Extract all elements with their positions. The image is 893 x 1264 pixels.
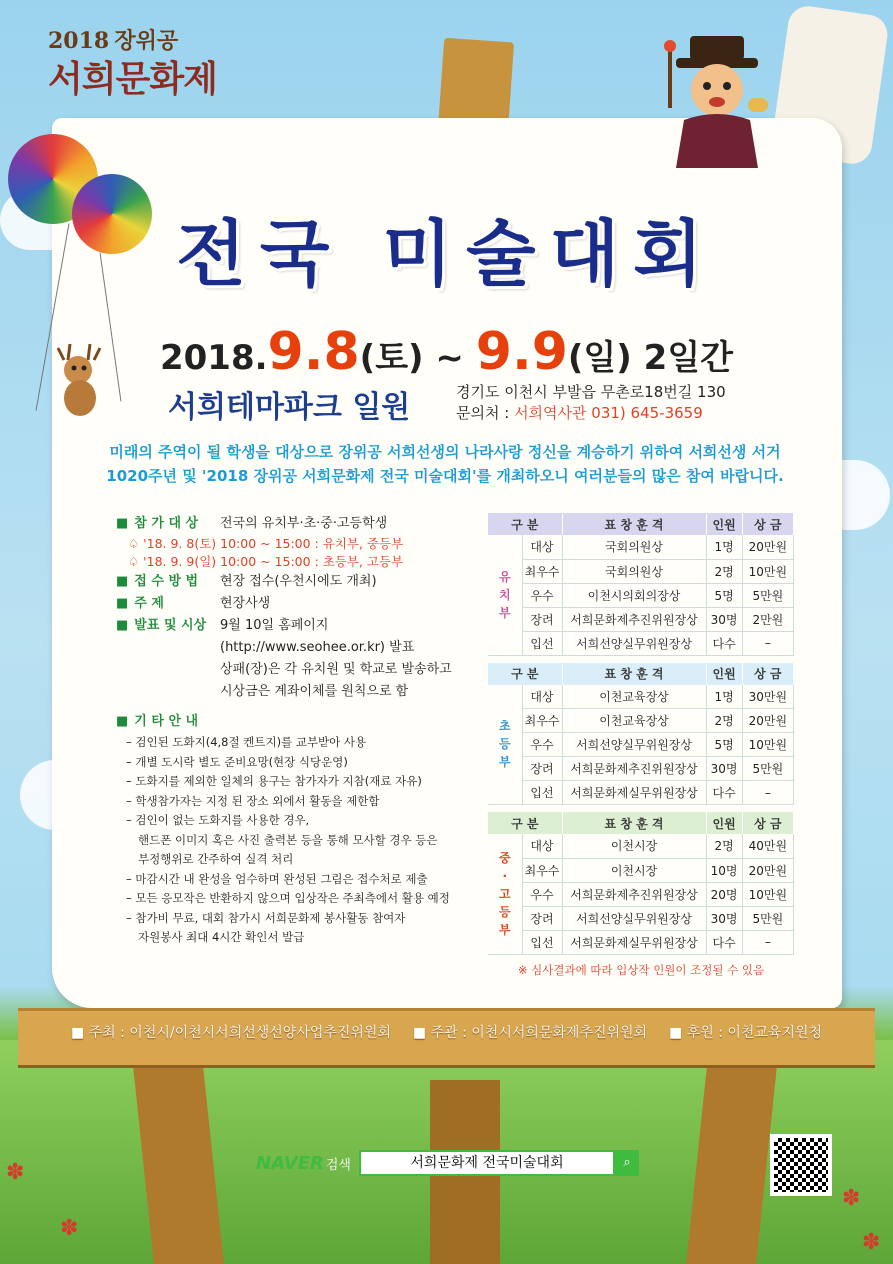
table-cell: 10만원 [742,733,793,757]
etc-item: – 개별 도시락 별도 준비요망(현장 식당운영) [126,754,348,769]
prize-table [488,513,794,656]
etc-item: – 학생참가자는 지정 된 장소 외에서 활동을 제한함 [126,793,380,808]
table-cell: 입선 [522,781,562,805]
table-row [488,607,794,631]
announce-line: (http://www.seohee.or.kr) 발표 [220,640,415,655]
etc-item: – 모든 응모작은 반환하지 않으며 입상작은 주최측에서 활용 예정 [126,891,450,905]
intro-text [90,440,800,488]
etc-item: 핸드폰 이미지 혹은 사진 출력본 등을 통해 모사할 경우 등은 [138,832,438,847]
table-header: 상 금 [742,513,793,535]
table-cell: 최우수 [522,559,562,583]
target-value: 전국의 유치부·초·중·고등학생 [220,516,388,531]
table-cell: 이천교육장상 [562,685,706,709]
table-cell: 서희문화제추진위원장상 [562,757,706,781]
division-label: 유 치 부 [488,535,522,655]
table-cell: 입선 [522,930,562,954]
flower-icon: ✽ [6,1160,25,1185]
table-cell: 장려 [522,607,562,631]
date-start-dow: (토) [359,338,424,378]
table-cell: 다수 [706,781,742,805]
table-cell: 30명 [706,607,742,631]
table-header: 구 분 [488,812,562,834]
table-cell: 입선 [522,631,562,655]
table-header: 구 분 [488,513,562,535]
table-cell: 서희문화제추진위원장상 [562,882,706,906]
table-cell: 우수 [522,882,562,906]
table-cell: – [742,781,793,805]
table-cell: 서희문화제실무위원장상 [562,781,706,805]
table-header: 구 분 [488,663,562,685]
table-cell: 5명 [706,583,742,607]
search-label: 검색 [325,1157,351,1173]
table-cell: 20만원 [742,709,793,733]
table-cell: 10명 [706,858,742,882]
table-row [488,685,794,709]
table-cell: 이천시장 [562,834,706,858]
date-start: 9.8 [267,322,360,382]
table-cell: 5명 [706,733,742,757]
table-header: 상 금 [742,663,793,685]
festival-logo [48,24,268,102]
apply-label: ■ 접 수 방 법 [116,574,199,589]
table-cell: 다수 [706,930,742,954]
table-row [488,858,794,882]
contact-label: 문의처 : [456,404,515,422]
target-row [116,513,486,535]
etc-item: 자원봉사 최대 4시간 확인서 발급 [138,930,305,944]
etc-list [116,733,486,948]
table-header-row [488,663,794,685]
table-header: 인원 [706,812,742,834]
date-end: 9.9 [475,322,568,382]
scholar-icon [662,28,772,178]
announce-line: 시상금은 계좌이체를 원칙으로 함 [220,684,409,699]
table-row [488,709,794,733]
table-header: 상 금 [742,812,793,834]
intro-line: 1020주년 및 '2018 장위공 서희문화제 전국 미술대회'를 개최하오니 여러분들의 많은 참여 바랍니다. [106,467,784,485]
table-cell: 장려 [522,757,562,781]
table-cell: 1명 [706,535,742,559]
naver-logo: NAVER [256,1152,324,1174]
table-row [488,834,794,858]
table-cell: 대상 [522,834,562,858]
prize-table [488,812,794,955]
table-cell: 우수 [522,583,562,607]
flower-icon: ✽ [60,1216,79,1241]
etc-label: ■ 기 타 안 내 [116,714,199,729]
table-cell: 이천시장 [562,858,706,882]
table-cell: 5만원 [742,906,793,930]
announce-line: 상패(장)은 각 유치원 및 학교로 발송하고 [220,662,452,677]
table-cell: 서희문화제추진위원장상 [562,607,706,631]
table-row [488,882,794,906]
schedule-line: ♤ '18. 9. 8(토) 10:00 ~ 15:00 : 유치부, 중등부 [128,536,404,551]
table-cell: 우수 [522,733,562,757]
table-row [488,930,794,954]
prize-table [488,663,794,806]
table-cell: 2만원 [742,607,793,631]
table-cell: 서희선양실무위원장상 [562,906,706,930]
theme-row [116,593,486,615]
qr-code-icon[interactable] [770,1134,832,1196]
table-header: 표 창 훈 격 [562,513,706,535]
venue: 서희테마파크 일원 [168,390,411,425]
announce-value: 9월 10일 홈페이지 [220,618,329,633]
footer-sponsor: ■ 후원 : 이천교육지원청 [669,1025,823,1041]
table-cell: 20만원 [742,535,793,559]
search-icon[interactable]: ⌕ [615,1150,639,1176]
etc-row [116,711,486,733]
schedule-line: ♤ '18. 9. 9(일) 10:00 ~ 15:00 : 초등부, 고등부 [128,554,404,569]
table-cell: 5만원 [742,583,793,607]
etc-item: – 참가비 무료, 대회 참가시 서희문화제 봉사활동 참여자 [126,910,406,925]
table-row [488,559,794,583]
naver-search-bar [256,1150,639,1176]
division-label: 중 · 고 등 부 [488,834,522,954]
prize-note: ※ 심사결과에 따라 입상작 인원이 조정될 수 있음 [517,962,765,977]
target-label: ■ 참 가 대 상 [116,516,199,531]
logo-name: 서희문화제 [48,58,217,100]
date-end-dow: (일) [567,338,632,378]
table-row [488,535,794,559]
etc-section [116,711,486,948]
table-row [488,733,794,757]
table-cell: 국회의원상 [562,535,706,559]
contact-line [456,403,726,424]
table-row [488,583,794,607]
info-section [116,513,486,948]
table-cell: 10만원 [742,559,793,583]
intro-line: 미래의 주역이 될 학생을 대상으로 장위공 서희선생의 나라사랑 정신을 계승하기 위하여 서희선생 서거 [109,443,781,461]
table-cell: 1명 [706,685,742,709]
etc-item: – 검인이 없는 도화지를 사용한 경우, [126,813,310,827]
table-cell: 대상 [522,685,562,709]
apply-value: 현장 접수(우천시에도 개최) [220,574,377,589]
table-row [488,631,794,655]
table-cell: 서희문화제실무위원장상 [562,930,706,954]
table-cell: – [742,631,793,655]
table-cell: 서희선양실무위원장상 [562,733,706,757]
table-cell: 다수 [706,631,742,655]
table-cell: 10만원 [742,882,793,906]
etc-item: – 검인된 도화지(4,8절 켄트지)를 교부받아 사용 [126,735,367,749]
flower-icon: ✽ [862,1230,881,1255]
footer-host: ■ 주최 : 이천시/이천시서희선생선양사업추진위원회 [70,1025,391,1041]
table-cell: 5만원 [742,757,793,781]
table-cell: 2명 [706,834,742,858]
table-cell: 이천시의회의장상 [562,583,706,607]
event-date [0,322,893,382]
announce-label: ■ 발표 및 시상 [116,618,207,633]
etc-item: – 도화지를 제외한 일체의 용구는 참가자가 지참(재료 자유) [126,774,422,788]
footer-organizer: ■ 주관 : 이천시서희문화제추진위원회 [412,1025,648,1041]
table-cell: – [742,930,793,954]
footer-credits [0,1022,893,1042]
logo-year: 2018 [48,28,110,54]
etc-item: 부정행위로 간주하여 실격 처리 [138,852,294,866]
table-header: 표 창 훈 격 [562,663,706,685]
table-cell: 서희선양실무위원장상 [562,631,706,655]
table-row [488,757,794,781]
table-cell: 2명 [706,709,742,733]
table-cell: 국회의원상 [562,559,706,583]
table-header: 표 창 훈 격 [562,812,706,834]
address: 경기도 이천시 부발읍 무촌로18번길 130 [456,383,726,401]
table-cell: 20만원 [742,858,793,882]
logo-line1: 장위공 [114,28,179,54]
table-header-row [488,812,794,834]
apply-row [116,571,486,593]
table-cell: 30명 [706,757,742,781]
theme-value: 현장사생 [220,596,271,611]
flower-icon: ✽ [842,1186,861,1211]
table-row [488,906,794,930]
date-duration: 2일간 [631,338,734,378]
address-block [456,382,726,424]
search-input[interactable]: 서희문화제 전국미술대회 [359,1150,615,1176]
table-cell: 30만원 [742,685,793,709]
table-cell: 2명 [706,559,742,583]
table-cell: 20명 [706,882,742,906]
table-cell: 대상 [522,535,562,559]
table-cell: 최우수 [522,858,562,882]
announce-row [116,615,486,637]
table-header-row [488,513,794,535]
page-title: 전국 미술대회 [176,212,717,296]
division-label: 초 등 부 [488,685,522,805]
date-prefix: 2018. [159,338,268,378]
table-cell: 장려 [522,906,562,930]
theme-label: ■ 주 제 [116,596,164,611]
table-row [488,781,794,805]
table-cell: 30명 [706,906,742,930]
table-header: 인원 [706,663,742,685]
table-header: 인원 [706,513,742,535]
etc-item: – 마감시간 내 완성을 엄수하며 완성된 그림은 접수처로 제출 [126,871,428,886]
table-cell: 이천교육장상 [562,709,706,733]
table-cell: 40만원 [742,834,793,858]
contact: 서희역사관 031) 645-3659 [514,404,703,422]
date-tilde: ~ [423,338,476,378]
table-cell: 최우수 [522,709,562,733]
prize-tables [488,513,794,978]
